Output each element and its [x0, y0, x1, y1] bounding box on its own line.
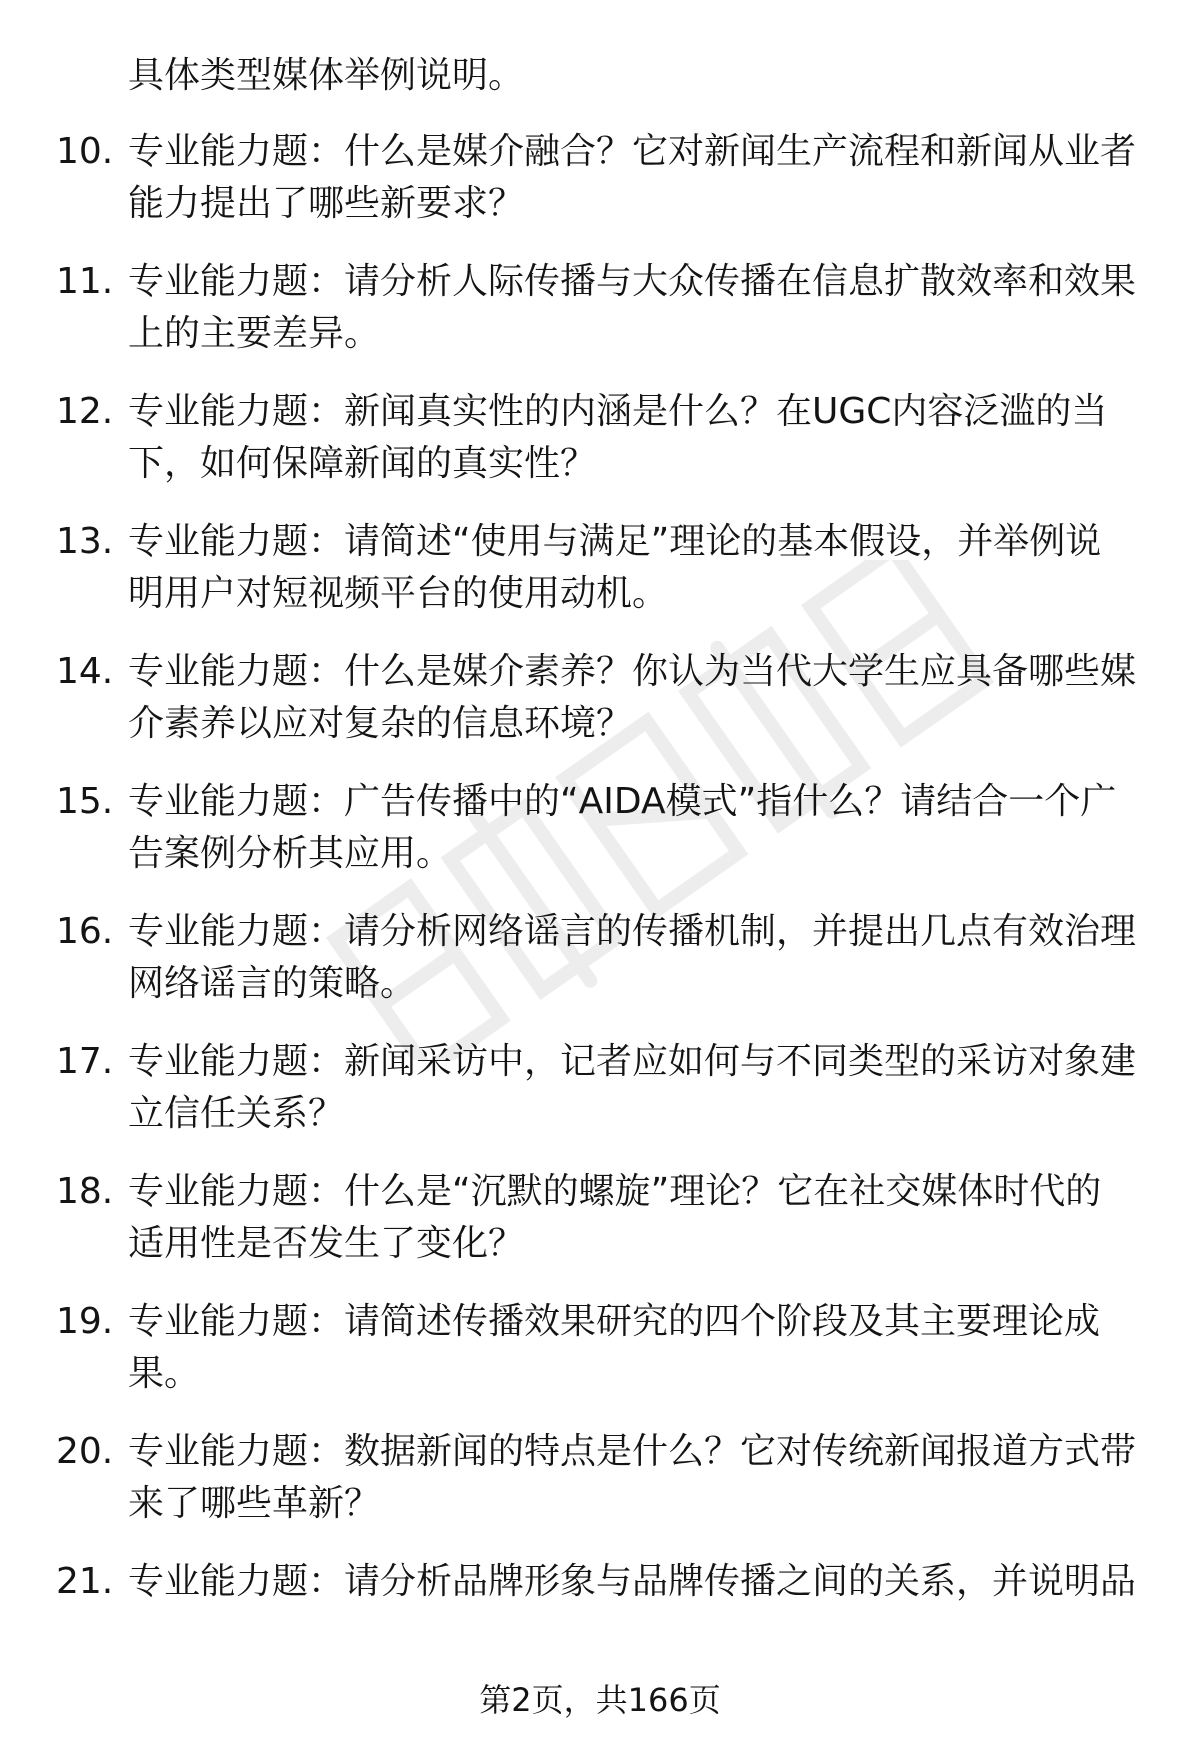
question-text: 专业能力题：请分析人际传播与大众传播在信息扩散效率和效果 [128, 261, 1137, 302]
question-text: 明用户对短视频平台的使用动机。 [128, 573, 669, 614]
question-text: 下，如何保障新闻的真实性？ [128, 443, 597, 484]
question-number: 17. [56, 1041, 114, 1082]
question-text: 来了哪些革新？ [128, 1483, 381, 1524]
question-text: 适用性是否发生了变化？ [128, 1223, 525, 1264]
question-text: 专业能力题：广告传播中的“AIDA模式”指什么？请结合一个广 [128, 781, 1117, 822]
question-text: 专业能力题：请分析网络谣言的传播机制，并提出几点有效治理 [128, 911, 1137, 952]
question-text: 网络谣言的策略。 [128, 963, 417, 1004]
question-text: 上的主要差异。 [128, 313, 381, 354]
question-number: 15. [56, 781, 114, 822]
question-text: 专业能力题：什么是媒介素养？你认为当代大学生应具备哪些媒 [128, 651, 1137, 692]
question-number: 20. [56, 1431, 114, 1472]
question-text: 专业能力题：请简述传播效果研究的四个阶段及其主要理论成 [128, 1301, 1101, 1342]
question-number: 19. [56, 1301, 114, 1342]
question-number: 14. [56, 651, 114, 692]
question-text: 果。 [128, 1353, 201, 1394]
question-text: 专业能力题：什么是媒介融合？它对新闻生产流程和新闻从业者 [128, 131, 1137, 172]
question-text: 介素养以应对复杂的信息环境？ [128, 703, 633, 744]
question-text: 立信任关系？ [128, 1093, 345, 1134]
question-number: 21. [56, 1561, 114, 1602]
question-number: 12. [56, 391, 114, 432]
intro-continuation-text: 具体类型媒体举例说明。 [128, 55, 525, 96]
page-footer: 第2页，共166页 [479, 1681, 721, 1719]
question-text: 专业能力题：什么是“沉默的螺旋”理论？它在社交媒体时代的 [128, 1171, 1102, 1212]
question-number: 18. [56, 1171, 114, 1212]
question-text: 专业能力题：新闻真实性的内涵是什么？在UGC内容泛滥的当 [128, 391, 1108, 432]
question-text: 能力提出了哪些新要求？ [128, 183, 525, 224]
question-text: 告案例分析其应用。 [128, 833, 453, 874]
question-number: 16. [56, 911, 114, 952]
question-number: 11. [56, 261, 114, 302]
question-number: 13. [56, 521, 114, 562]
question-text: 专业能力题：请分析品牌形象与品牌传播之间的关系，并说明品 [128, 1561, 1137, 1602]
question-text: 专业能力题：数据新闻的特点是什么？它对传统新闻报道方式带 [128, 1431, 1137, 1472]
question-text: 专业能力题：请简述“使用与满足”理论的基本假设，并举例说 [128, 521, 1102, 562]
question-text: 专业能力题：新闻采访中，记者应如何与不同类型的采访对象建 [128, 1041, 1137, 1082]
question-number: 10. [56, 131, 114, 172]
